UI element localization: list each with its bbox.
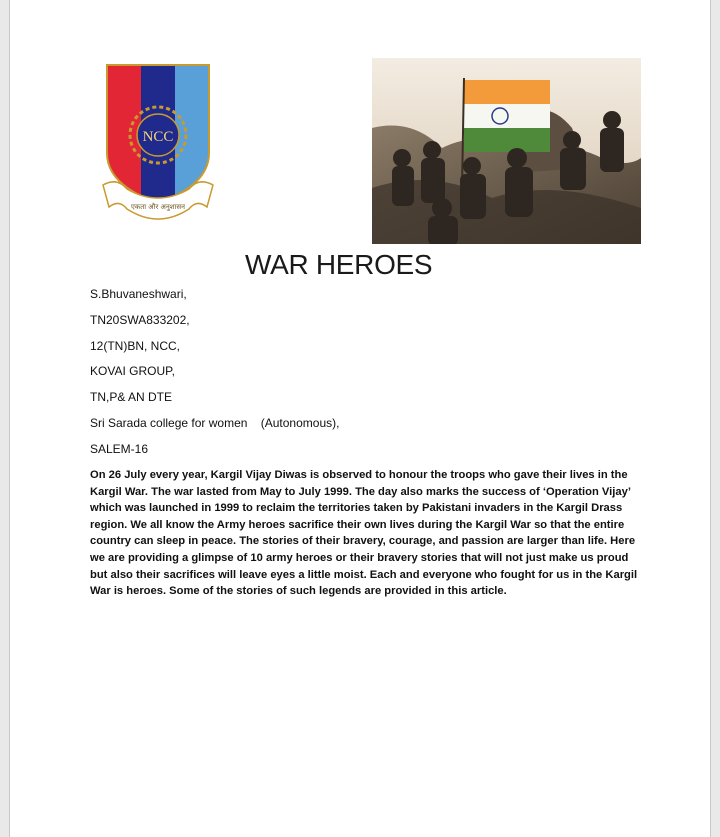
page-title: WAR HEROES [245, 249, 433, 280]
article-paragraph: On 26 July every year, Kargil Vijay Diwas is observed to honour the troops who gave their lives in the Kargil War. The war lasted from May to July 1999. The day also marks the success of ‘Operation Vijay’ which was launched in 1999 to reclaim the territories taken by Pakistani invaders in the Kargil Drass region. We all know the Army heroes sacrifice their own lives during the Kargil War so that the entire country can sleep in peace. The stories of their bravery, courage, and passion are larger than life. Here we are providing a glimpse of 10 army heroes or their bravery stories that will not just make us proud but also their sacrifices will leave eyes a little moist. Each and everyone who fought for us in the Kargil War is heroes. Some of the stories of such legends are provided in this article. [90, 469, 638, 598]
college-name: Sri Sarada college for women (Autonomous), [90, 416, 340, 430]
ncc-logo [97, 57, 219, 229]
soldiers-flag-photo [372, 58, 641, 244]
cadet-id: TN20SWA833202, [90, 313, 190, 327]
group: KOVAI GROUP, [90, 364, 175, 378]
ncc-logo-text: NCC [142, 129, 174, 145]
battalion: 12(TN)BN, NCC, [90, 339, 181, 353]
document-page [9, 0, 711, 837]
college-location: SALEM-16 [90, 442, 149, 456]
ncc-motto: एकता और अनुशासन [131, 203, 185, 211]
directorate: TN,P& AN DTE [90, 390, 173, 404]
author-name: S.Bhuvaneshwari, [90, 287, 187, 301]
